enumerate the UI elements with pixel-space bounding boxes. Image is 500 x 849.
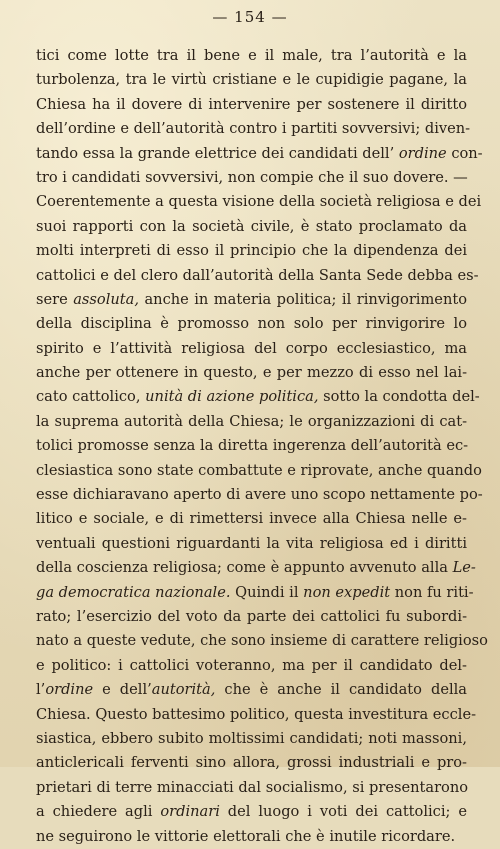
text-line xyxy=(36,93,467,117)
text-segment: litico e sociale, e di rimettersi invece alla Chiesa nelle e- xyxy=(36,510,467,528)
text-line xyxy=(36,800,467,824)
text-segment: non fu riti- xyxy=(390,583,474,601)
text-line xyxy=(36,190,482,214)
text-segment: ne seguirono le vittorie elettorali che è inutile ricordare. xyxy=(36,827,456,845)
text-line xyxy=(36,654,467,678)
text-line xyxy=(36,312,467,336)
text-segment: della coscienza religiosa; come è appunto avvenuto alla xyxy=(36,559,453,577)
text-segment: e politico: i cattolici voteranno, ma per il candidato del- xyxy=(36,656,467,674)
text-line xyxy=(36,215,467,239)
text-line xyxy=(36,556,476,580)
text-segment: ventuali questioni riguardanti la vita religiosa ed i diritti xyxy=(36,534,467,552)
text-line xyxy=(36,507,467,531)
text-segment: tici come lotte tra il bene e il male, tra l’autorità e la xyxy=(36,47,467,64)
text-segment: Quindi il xyxy=(230,583,304,601)
text-line xyxy=(36,142,483,166)
text-segment: nato a queste vedute, che sono insieme di carattere religioso xyxy=(36,632,488,650)
italic-text-segment: ordinari xyxy=(160,803,220,821)
text-line xyxy=(36,459,482,483)
text-segment: tando essa la grande elettrice dei candidati dell’ xyxy=(36,144,399,162)
text-segment: tro i candidati sovversivi, non compie che il suo dovere. — xyxy=(36,168,468,186)
text-line xyxy=(36,727,467,751)
text-line xyxy=(36,678,467,702)
text-segment: sere xyxy=(36,290,74,308)
text-segment: siastica, ebbero subito moltissimi candidati; noti massoni, xyxy=(36,729,467,747)
text-line xyxy=(36,751,467,775)
text-line xyxy=(36,166,467,190)
italic-text-segment: unità di azione politica, xyxy=(145,388,319,406)
text-line xyxy=(36,581,474,605)
text-segment: clesiastica sono state combattute e riprovate, anche quando xyxy=(36,461,482,479)
text-segment: Chiesa. Questo battesimo politico, questa investitura eccle- xyxy=(36,705,477,723)
text-line xyxy=(36,361,467,385)
text-segment: anche per ottenere in questo, e per mezzo di esso nel lai- xyxy=(36,364,467,382)
text-segment: del luogo i voti dei cattolici; e xyxy=(219,803,467,821)
body-text xyxy=(36,44,488,849)
italic-text-segment: Le- xyxy=(452,559,476,577)
text-segment: con- xyxy=(446,144,483,162)
text-segment: prietari di terre minacciati dal socialismo, si presentarono xyxy=(36,778,469,796)
italic-text-segment: ordine xyxy=(398,144,447,162)
text-segment: l’ xyxy=(36,681,46,699)
text-line xyxy=(36,385,480,409)
text-line xyxy=(36,264,479,288)
italic-text-segment: ordine xyxy=(45,681,94,699)
text-line xyxy=(36,288,467,312)
text-segment: tolici promosse senza la diretta ingerenza dell’autorità ec- xyxy=(36,437,469,455)
text-segment: anche in materia politica; il rinvigorimento xyxy=(138,290,467,308)
text-segment: anticlericali ferventi sino allora, grossi industriali e pro- xyxy=(36,754,467,772)
text-line xyxy=(36,532,467,556)
text-segment: spirito e l’attività religiosa del corpo ecclesiastico, ma xyxy=(36,339,467,357)
text-line xyxy=(36,117,471,141)
text-segment: la suprema autorità della Chiesa; le organizzazioni di cat- xyxy=(36,412,467,430)
text-line xyxy=(36,605,467,629)
text-line xyxy=(36,703,477,727)
italic-text-segment: assoluta, xyxy=(73,290,139,308)
text-line xyxy=(36,825,467,849)
text-segment: sotto la condotta del- xyxy=(318,388,480,406)
text-segment: rato; l’esercizio del voto da parte dei cattolici fu subordi- xyxy=(36,607,467,625)
text-line xyxy=(36,68,467,92)
text-segment: della disciplina è promosso non solo per rinvigorire lo xyxy=(36,315,467,333)
text-segment: Chiesa ha il dovere di intervenire per sostenere il diritto xyxy=(36,95,467,113)
text-segment: e dell’ xyxy=(93,681,152,699)
text-segment: cato cattolico, xyxy=(36,388,146,406)
text-segment: suoi rapporti con la società civile, è stato proclamato da xyxy=(36,217,467,235)
page-number: — 154 — xyxy=(212,8,288,26)
text-segment: che è anche il candidato della xyxy=(215,681,467,699)
text-line xyxy=(36,629,488,653)
text-segment: turbolenza, tra le virtù cristiane e le cupidigie pagane, la xyxy=(36,71,467,89)
text-segment: dell’ordine e dell’autorità contro i partiti sovversivi; diven- xyxy=(36,120,471,138)
text-line xyxy=(36,44,467,68)
text-line xyxy=(36,410,467,434)
text-line xyxy=(36,434,467,458)
text-segment: molti interpreti di esso il principio che la dipendenza dei xyxy=(36,242,467,260)
text-line xyxy=(36,776,467,800)
text-segment: cattolici e del clero dall’autorità della Santa Sede debba es- xyxy=(36,266,479,284)
italic-text-segment: ga democratica nazionale. xyxy=(36,583,231,601)
italic-text-segment: non expedit xyxy=(303,583,391,601)
text-line xyxy=(36,483,483,507)
text-segment: esse dichiaravano aperto di avere uno scopo nettamente po- xyxy=(36,486,483,504)
text-line xyxy=(36,337,467,361)
text-segment: a chiedere agli xyxy=(36,803,161,821)
italic-text-segment: autorità, xyxy=(151,681,216,699)
text-segment: Coerentemente a questa visione della società religiosa e dei xyxy=(36,193,482,211)
text-line xyxy=(36,239,467,263)
